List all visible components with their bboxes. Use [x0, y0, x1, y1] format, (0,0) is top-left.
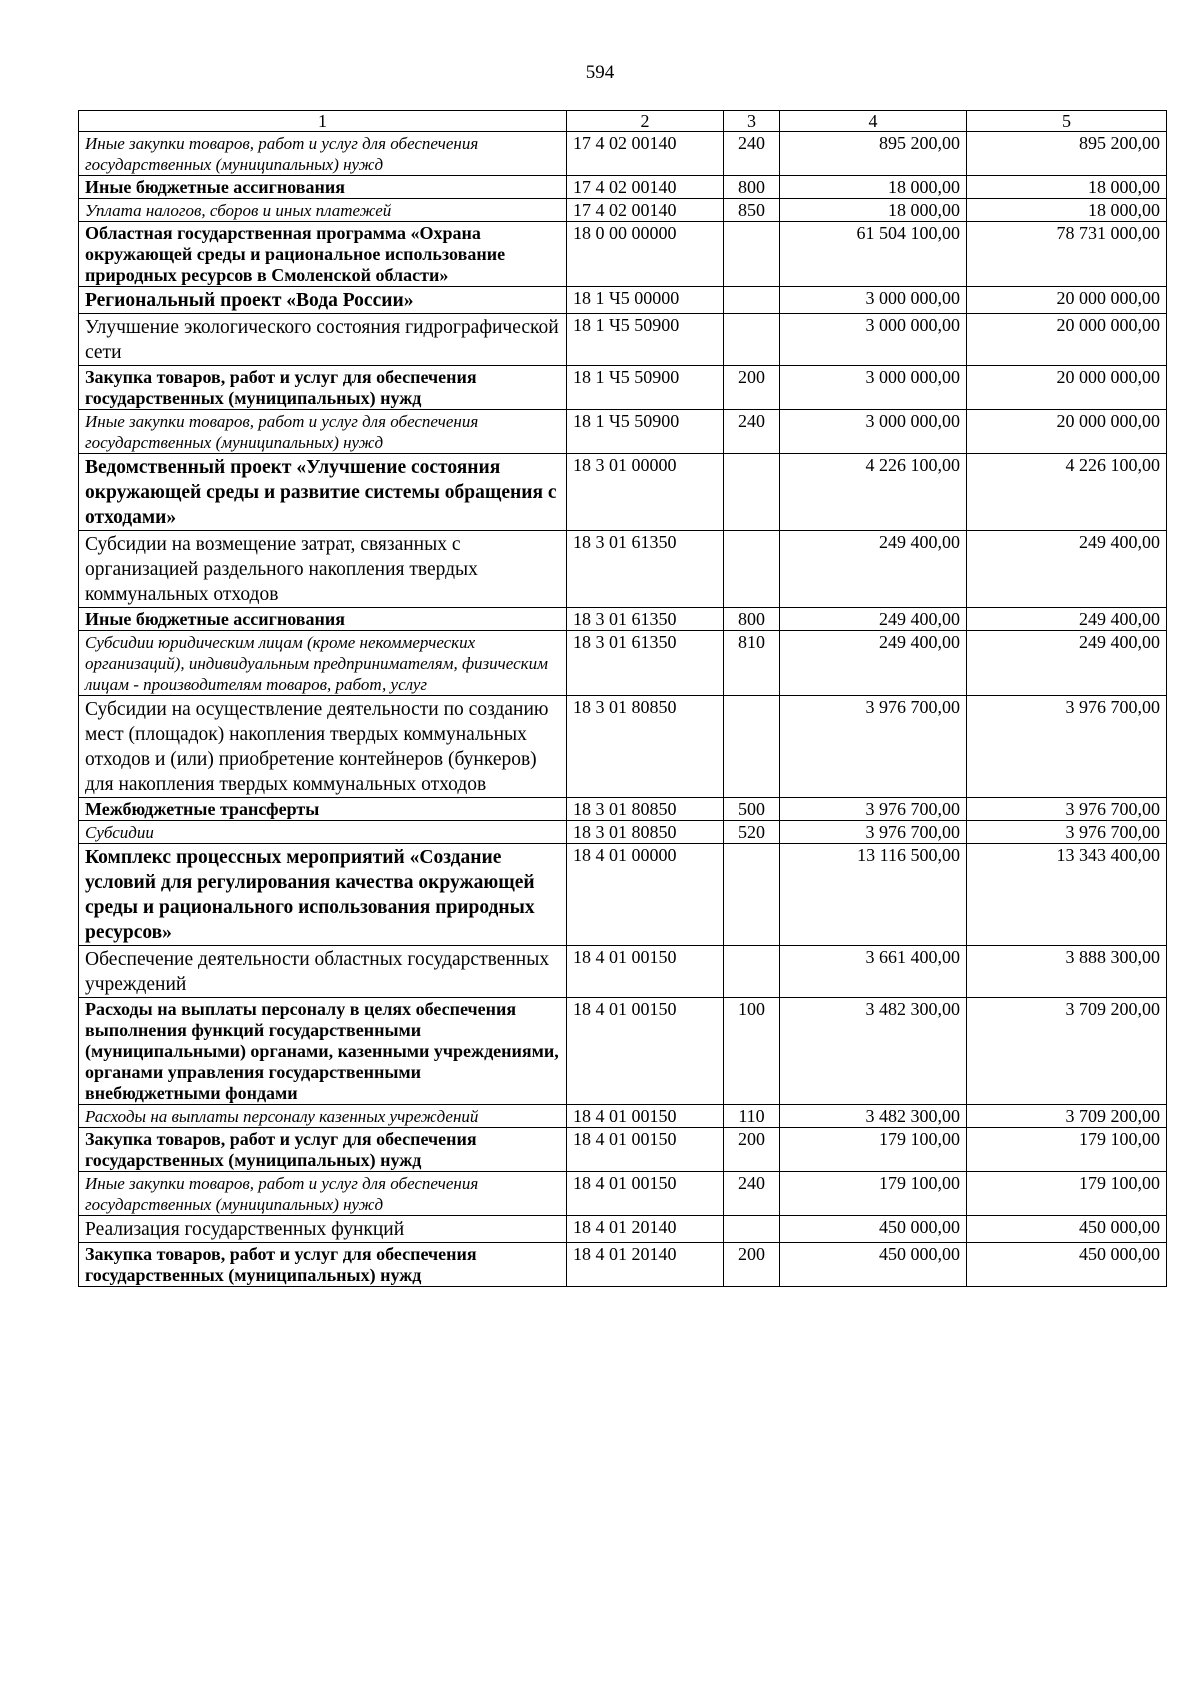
- row-code-cell: 18 0 00 00000: [567, 222, 724, 287]
- row-expense-type-cell: 850: [724, 199, 780, 222]
- row-name-cell: Комплекс процессных мероприятий «Создание условий для регулирования качества окружающей среды и рационального использования природных ресурсов»: [79, 844, 567, 946]
- row-name-cell: Улучшение экологического состояния гидрографической сети: [79, 314, 567, 366]
- row-expense-type-cell: [724, 696, 780, 798]
- row-expense-type-cell: 520: [724, 821, 780, 844]
- row-amount-year1-cell: 3 000 000,00: [780, 410, 967, 454]
- row-code-cell: 18 1 Ч5 00000: [567, 287, 724, 314]
- row-code-cell: 17 4 02 00140: [567, 176, 724, 199]
- row-name-cell: Реализация государственных функций: [79, 1216, 567, 1243]
- row-amount-year2-cell: 20 000 000,00: [967, 410, 1167, 454]
- row-amount-year2-cell: 3 976 700,00: [967, 798, 1167, 821]
- row-amount-year1-cell: 3 482 300,00: [780, 1105, 967, 1128]
- row-amount-year1-cell: 18 000,00: [780, 176, 967, 199]
- row-name-cell: Иные закупки товаров, работ и услуг для обеспечения государственных (муниципальных) нужд: [79, 410, 567, 454]
- row-name-cell: Иные закупки товаров, работ и услуг для обеспечения государственных (муниципальных) нужд: [79, 132, 567, 176]
- row-amount-year2-cell: 895 200,00: [967, 132, 1167, 176]
- row-amount-year1-cell: 450 000,00: [780, 1243, 967, 1287]
- row-amount-year1-cell: 179 100,00: [780, 1128, 967, 1172]
- table-row: [79, 1216, 1167, 1243]
- table-header-row: [79, 111, 1167, 132]
- table-row: [79, 222, 1167, 287]
- table-row: [79, 631, 1167, 696]
- row-amount-year1-cell: 18 000,00: [780, 199, 967, 222]
- table-row: [79, 410, 1167, 454]
- table-body: [79, 132, 1167, 1287]
- row-code-cell: 18 3 01 80850: [567, 798, 724, 821]
- row-name-cell: Субсидии на осуществление деятельности по созданию мест (площадок) накопления твердых коммунальных отходов и (или) приобретение контейнеров (бункеров) для накопления твердых коммунальных отходов: [79, 696, 567, 798]
- row-name-cell: Закупка товаров, работ и услуг для обеспечения государственных (муниципальных) нужд: [79, 1243, 567, 1287]
- row-amount-year2-cell: 179 100,00: [967, 1128, 1167, 1172]
- row-amount-year1-cell: 3 482 300,00: [780, 998, 967, 1105]
- row-code-cell: 18 1 Ч5 50900: [567, 314, 724, 366]
- table-row: [79, 821, 1167, 844]
- row-amount-year1-cell: 61 504 100,00: [780, 222, 967, 287]
- row-amount-year2-cell: 78 731 000,00: [967, 222, 1167, 287]
- row-expense-type-cell: [724, 222, 780, 287]
- table-row: [79, 1105, 1167, 1128]
- header-col-1: 1: [79, 111, 567, 132]
- row-name-cell: Расходы на выплаты персоналу в целях обеспечения выполнения функций государственными (муниципальными) органами, казенными учреждениями, органами управления государственными внебюджетными фондами: [79, 998, 567, 1105]
- header-col-5: 5: [967, 111, 1167, 132]
- row-amount-year2-cell: 3 709 200,00: [967, 998, 1167, 1105]
- row-amount-year1-cell: 249 400,00: [780, 631, 967, 696]
- row-name-cell: Субсидии: [79, 821, 567, 844]
- row-expense-type-cell: [724, 454, 780, 531]
- row-amount-year2-cell: 20 000 000,00: [967, 314, 1167, 366]
- table-row: [79, 287, 1167, 314]
- row-amount-year1-cell: 3 661 400,00: [780, 946, 967, 998]
- row-code-cell: 18 4 01 20140: [567, 1243, 724, 1287]
- table-row: [79, 314, 1167, 366]
- table-row: [79, 696, 1167, 798]
- row-amount-year1-cell: 249 400,00: [780, 608, 967, 631]
- row-name-cell: Субсидии юридическим лицам (кроме некоммерческих организаций), индивидуальным предпринимателям, физическим лицам - производителям товаров, работ, услуг: [79, 631, 567, 696]
- row-expense-type-cell: [724, 531, 780, 608]
- row-amount-year1-cell: 3 976 700,00: [780, 696, 967, 798]
- row-amount-year1-cell: 450 000,00: [780, 1216, 967, 1243]
- row-code-cell: 18 4 01 00150: [567, 1105, 724, 1128]
- row-expense-type-cell: 200: [724, 1243, 780, 1287]
- table-row: [79, 998, 1167, 1105]
- row-code-cell: 17 4 02 00140: [567, 199, 724, 222]
- row-expense-type-cell: 240: [724, 1172, 780, 1216]
- table-row: [79, 608, 1167, 631]
- row-amount-year1-cell: 3 000 000,00: [780, 366, 967, 410]
- row-expense-type-cell: 200: [724, 1128, 780, 1172]
- row-amount-year2-cell: 3 888 300,00: [967, 946, 1167, 998]
- row-name-cell: Обеспечение деятельности областных государственных учреждений: [79, 946, 567, 998]
- row-amount-year1-cell: 249 400,00: [780, 531, 967, 608]
- row-amount-year1-cell: 13 116 500,00: [780, 844, 967, 946]
- row-amount-year2-cell: 3 976 700,00: [967, 696, 1167, 798]
- table-row: [79, 132, 1167, 176]
- table-row: [79, 531, 1167, 608]
- row-name-cell: Областная государственная программа «Охрана окружающей среды и рациональное использование природных ресурсов в Смоленской области»: [79, 222, 567, 287]
- row-expense-type-cell: 240: [724, 410, 780, 454]
- row-amount-year1-cell: 4 226 100,00: [780, 454, 967, 531]
- row-amount-year1-cell: 895 200,00: [780, 132, 967, 176]
- row-expense-type-cell: [724, 946, 780, 998]
- row-name-cell: Закупка товаров, работ и услуг для обеспечения государственных (муниципальных) нужд: [79, 366, 567, 410]
- row-code-cell: 18 3 01 61350: [567, 531, 724, 608]
- table-row: [79, 844, 1167, 946]
- row-expense-type-cell: 200: [724, 366, 780, 410]
- row-name-cell: Закупка товаров, работ и услуг для обеспечения государственных (муниципальных) нужд: [79, 1128, 567, 1172]
- row-code-cell: 18 4 01 00150: [567, 1172, 724, 1216]
- header-col-4: 4: [780, 111, 967, 132]
- row-amount-year2-cell: 450 000,00: [967, 1243, 1167, 1287]
- row-code-cell: 18 4 01 20140: [567, 1216, 724, 1243]
- row-name-cell: Иные бюджетные ассигнования: [79, 608, 567, 631]
- row-amount-year2-cell: 450 000,00: [967, 1216, 1167, 1243]
- row-code-cell: 18 1 Ч5 50900: [567, 366, 724, 410]
- row-code-cell: 18 4 01 00150: [567, 1128, 724, 1172]
- row-name-cell: Региональный проект «Вода России»: [79, 287, 567, 314]
- row-amount-year2-cell: 13 343 400,00: [967, 844, 1167, 946]
- row-code-cell: 18 4 01 00000: [567, 844, 724, 946]
- row-code-cell: 18 3 01 80850: [567, 821, 724, 844]
- row-code-cell: 18 3 01 00000: [567, 454, 724, 531]
- header-col-3: 3: [724, 111, 780, 132]
- row-code-cell: 18 4 01 00150: [567, 998, 724, 1105]
- row-amount-year2-cell: 18 000,00: [967, 199, 1167, 222]
- table-row: [79, 1128, 1167, 1172]
- row-expense-type-cell: [724, 287, 780, 314]
- row-expense-type-cell: [724, 1216, 780, 1243]
- row-code-cell: 18 3 01 61350: [567, 631, 724, 696]
- row-expense-type-cell: 240: [724, 132, 780, 176]
- table-row: [79, 946, 1167, 998]
- row-amount-year2-cell: 179 100,00: [967, 1172, 1167, 1216]
- row-name-cell: Межбюджетные трансферты: [79, 798, 567, 821]
- row-amount-year2-cell: 3 709 200,00: [967, 1105, 1167, 1128]
- row-code-cell: 18 1 Ч5 50900: [567, 410, 724, 454]
- table-row: [79, 1172, 1167, 1216]
- row-name-cell: Иные бюджетные ассигнования: [79, 176, 567, 199]
- row-expense-type-cell: 100: [724, 998, 780, 1105]
- row-amount-year2-cell: 3 976 700,00: [967, 821, 1167, 844]
- header-col-2: 2: [567, 111, 724, 132]
- row-name-cell: Расходы на выплаты персоналу казенных учреждений: [79, 1105, 567, 1128]
- table-row: [79, 176, 1167, 199]
- row-amount-year1-cell: 179 100,00: [780, 1172, 967, 1216]
- row-name-cell: Иные закупки товаров, работ и услуг для обеспечения государственных (муниципальных) нужд: [79, 1172, 567, 1216]
- row-expense-type-cell: 500: [724, 798, 780, 821]
- row-expense-type-cell: 810: [724, 631, 780, 696]
- row-expense-type-cell: 110: [724, 1105, 780, 1128]
- row-amount-year2-cell: 249 400,00: [967, 631, 1167, 696]
- budget-table: [78, 110, 1167, 1287]
- table-row: [79, 366, 1167, 410]
- row-amount-year2-cell: 20 000 000,00: [967, 287, 1167, 314]
- table-row: [79, 798, 1167, 821]
- row-amount-year1-cell: 3 000 000,00: [780, 287, 967, 314]
- row-code-cell: 18 3 01 61350: [567, 608, 724, 631]
- row-amount-year2-cell: 18 000,00: [967, 176, 1167, 199]
- row-expense-type-cell: 800: [724, 608, 780, 631]
- table-row: [79, 1243, 1167, 1287]
- row-code-cell: 18 4 01 00150: [567, 946, 724, 998]
- row-name-cell: Субсидии на возмещение затрат, связанных с организацией раздельного накопления твердых коммунальных отходов: [79, 531, 567, 608]
- row-name-cell: Уплата налогов, сборов и иных платежей: [79, 199, 567, 222]
- row-amount-year2-cell: 4 226 100,00: [967, 454, 1167, 531]
- row-amount-year2-cell: 249 400,00: [967, 531, 1167, 608]
- row-amount-year2-cell: 20 000 000,00: [967, 366, 1167, 410]
- row-name-cell: Ведомственный проект «Улучшение состояния окружающей среды и развитие системы обращения с отходами»: [79, 454, 567, 531]
- row-amount-year1-cell: 3 000 000,00: [780, 314, 967, 366]
- row-code-cell: 17 4 02 00140: [567, 132, 724, 176]
- row-amount-year2-cell: 249 400,00: [967, 608, 1167, 631]
- table-row: [79, 199, 1167, 222]
- row-amount-year1-cell: 3 976 700,00: [780, 798, 967, 821]
- row-expense-type-cell: 800: [724, 176, 780, 199]
- page-number: 594: [585, 62, 615, 83]
- row-expense-type-cell: [724, 844, 780, 946]
- row-code-cell: 18 3 01 80850: [567, 696, 724, 798]
- table-row: [79, 454, 1167, 531]
- row-amount-year1-cell: 3 976 700,00: [780, 821, 967, 844]
- row-expense-type-cell: [724, 314, 780, 366]
